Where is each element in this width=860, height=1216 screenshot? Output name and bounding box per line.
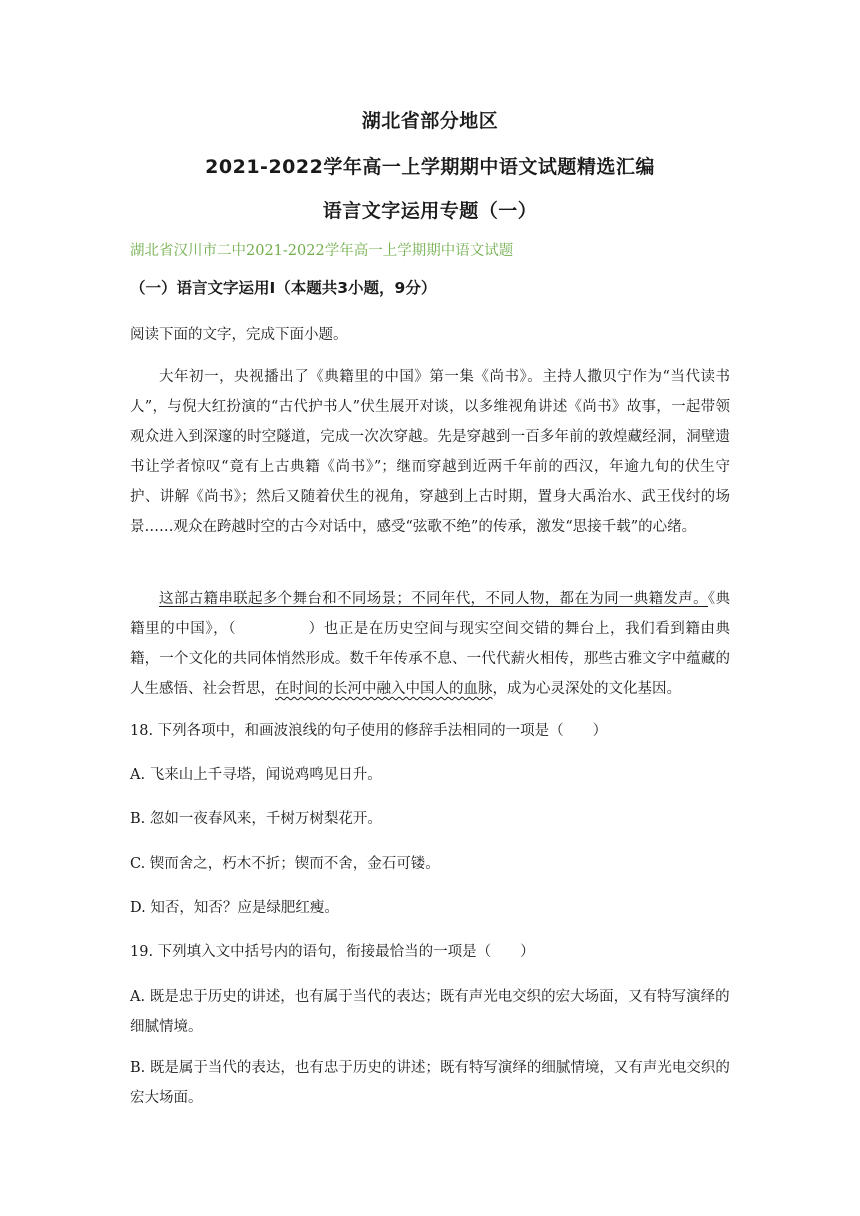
passage-paragraph-2 [130,584,730,704]
question-19-option-a: A. 既是忠于历史的讲述，也有属于当代的表达；既有声光电交织的宏大场面，又有特写演绎的细腻情境。 [130,989,730,1035]
question-18-stem: 18. 下列各项中，和画波浪线的句子使用的修辞手法相同的一项是（ ） [130,723,608,739]
question-18-option-b: B. 忽如一夜春风来，千树万树梨花开。 [130,811,382,827]
question-18-option-c: C. 锲而舍之，朽木不折；锲而不舍，金石可镂。 [130,856,440,872]
passage-text: ）也正是在历史空间与现实空间交错的舞台上，我们看到籍由典籍，一个文化的共同体悄然形成。数千年传承不息、一代代薪火相传，那些古雅文字中蕴藏的人生感悟、社会哲思， [130,621,731,697]
question-19-option-b: B. 既是属于当代的表达，也有忠于历史的讲述；既有特写演绎的细腻情境，又有声光电交织的宏大场面。 [130,1060,730,1106]
passage-text: 《典籍里的中国》，（ [130,591,731,637]
source-line: 湖北省汉川市二中2021-2022学年高一上学期期中语文试题 [130,243,514,259]
passage-paragraph-1: 大年初一，央视播出了《典籍里的中国》第一集《尚书》。主持人撒贝宁作为“当代读书人”，与倪大红扮演的“古代护书人”伏生展开对谈，以多维视角讲述《尚书》故事，一起带领观众进入到深邃的时空隧道，完成一次次穿越。先是穿越到一百多年前的敦煌藏经洞，洞壁遗书让学者惊叹“竟有上古典籍《尚书》”；继而穿越到近两千年前的西汉，年逾九旬的伏生守护、讲解《尚书》；然后又随着伏生的视角，穿越到上古时期，置身大禹治水、武王伐纣的场景……观众在跨越时空的古今对话中，感受“弦歌不绝”的传承，激发“思接千载”的心绪。 [130,369,730,535]
section-heading: （一）语言文字运用Ⅰ（本题共3小题，9分） [130,279,437,297]
underlined-sentence: 这部古籍串联起多个舞台和不同场景；不同年代，不同人物，都在为同一典籍发声。 [159,591,708,607]
instruction: 阅读下面的文字，完成下面小题。 [130,327,348,343]
question-19-stem: 19. 下列填入文中括号内的语句，衔接最恰当的一项是（ ） [130,944,535,960]
question-18-option-a: A. 飞来山上千寻塔，闻说鸡鸣见日升。 [130,767,382,783]
wavy-underlined-sentence: 在时间的长河中融入中国人的血脉 [275,681,493,697]
title-region: 湖北省部分地区 [361,110,499,132]
question-18-option-d: D. 知否，知否？应是绿肥红瘦。 [130,900,339,916]
passage-text: ，成为心灵深处的文化基因。 [492,681,681,697]
title-topic: 语言文字运用专题（一） [322,200,538,222]
title-exam: 2021-2022学年高一上学期期中语文试题精选汇编 [205,156,655,178]
